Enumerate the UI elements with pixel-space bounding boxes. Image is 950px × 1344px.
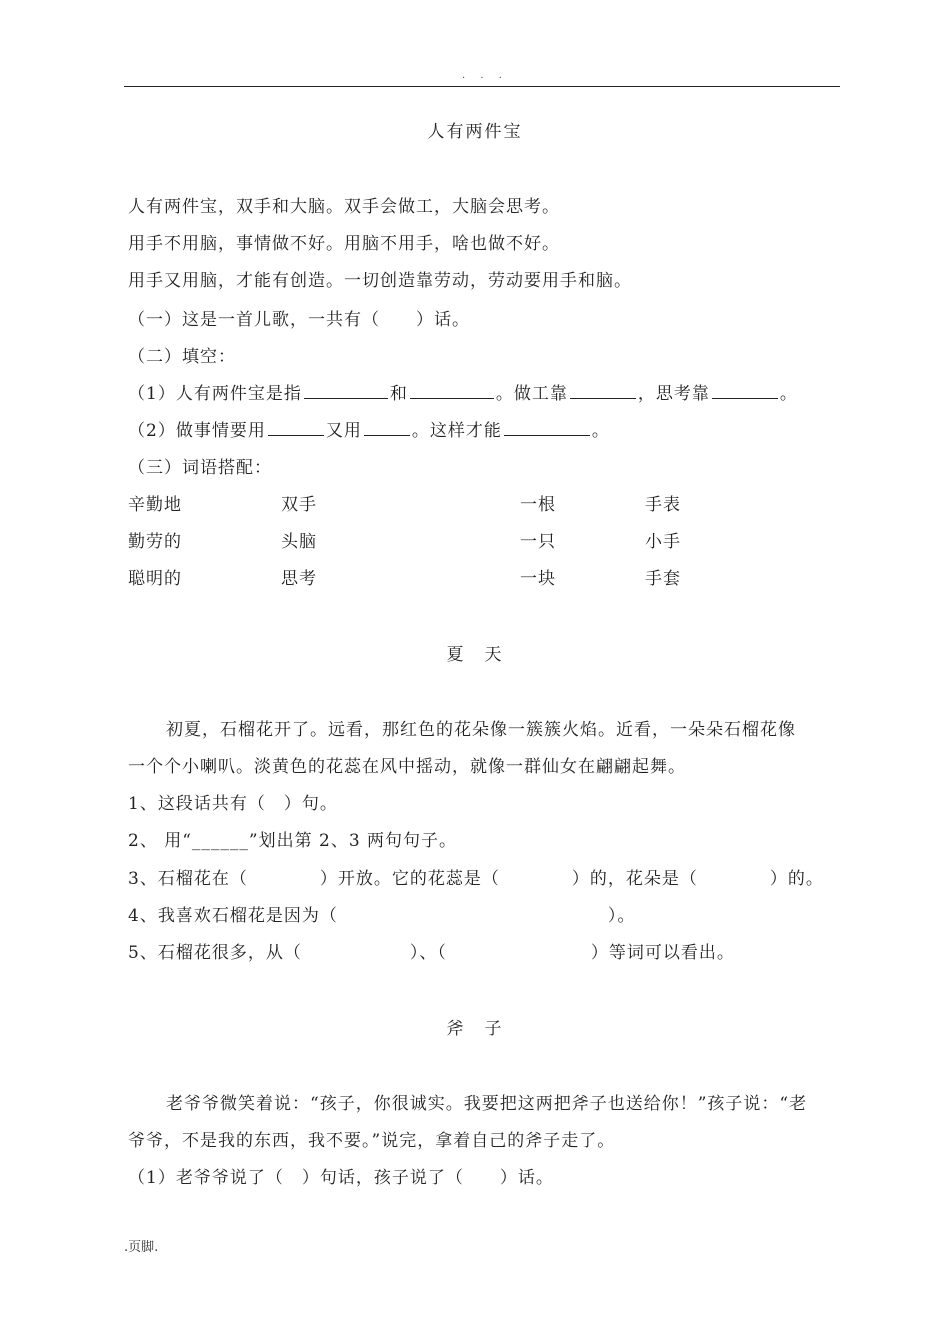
answer-blank[interactable]	[712, 382, 778, 399]
question-3-heading: （三）词语搭配：	[128, 458, 272, 478]
q2-2-text-b: 又用	[325, 421, 362, 441]
match-col4-item: 手表	[645, 495, 681, 515]
poem-line-1: 人有两件宝，双手和大脑。双手会做工，大脑会思考。	[128, 197, 560, 217]
match-col2-item: 头脑	[281, 532, 317, 552]
paragraph-line-1: 初夏，石榴花开了。远看，那红色的花朵像一簇簇火焰。近看，一朵朵石榴花像	[166, 720, 796, 740]
answer-blank[interactable]	[570, 382, 636, 399]
question-2-heading: （二）填空：	[128, 347, 236, 367]
question-s2-2	[128, 829, 850, 853]
q2-2-text-c: 。这样才能	[411, 421, 502, 441]
answer-blank[interactable]	[504, 419, 590, 436]
poem-line-3: 用手又用脑，才能有创造。一切创造靠劳动，劳动要用手和脑。	[128, 271, 632, 291]
question-s2-5: 5、石榴花很多，从（ ）、（ ）等词可以看出。	[128, 943, 735, 963]
match-col4-item: 手套	[645, 569, 681, 589]
answer-blank[interactable]	[364, 419, 410, 436]
match-col4-item: 小手	[645, 532, 681, 552]
q2-1-text-c: 。做工靠	[495, 384, 568, 404]
header-mark: . . .	[462, 70, 508, 81]
question-2-1	[128, 382, 850, 406]
paragraph-line-2: 爷爷，不是我的东西，我不要。”说完，拿着自己的斧子走了。	[128, 1131, 616, 1151]
q2-1-text-b: 和	[389, 384, 408, 404]
answer-blank[interactable]	[268, 419, 324, 436]
match-col3-item: 一根	[520, 495, 556, 515]
question-s3-1: （1）老爷爷说了（ ）句话，孩子说了（ ）话。	[128, 1168, 554, 1188]
match-col2-item: 双手	[281, 495, 317, 515]
q2-2-text-a: （2）做事情要用	[128, 421, 266, 441]
match-col3-item: 一只	[520, 532, 556, 552]
q-s2-2-text-c: ”划出第 2、3 两句句子。	[248, 831, 458, 851]
page-footer: .页脚.	[124, 1240, 159, 1255]
section2-title: 夏 天	[446, 645, 504, 665]
answer-blank[interactable]	[410, 382, 494, 399]
match-col1-item: 勤劳的	[128, 532, 182, 552]
match-col1-item: 聪明的	[128, 569, 182, 589]
question-s2-4: 4、我喜欢石榴花是因为（ ）。	[128, 906, 636, 926]
question-s2-3: 3、石榴花在（ ）开放。它的花蕊是（ ）的，花朵是（ ）的。	[128, 869, 824, 889]
section1-title: 人有两件宝	[427, 122, 523, 142]
paragraph-line-2: 一个个小喇叭。淡黄色的花蕊在风中摇动，就像一群仙女在翩翩起舞。	[128, 757, 686, 777]
q-s2-2-text-a: 2、 用“	[128, 831, 192, 851]
answer-blank[interactable]	[304, 382, 388, 399]
q2-2-text-d: 。	[591, 421, 610, 441]
question-1: （一）这是一首儿歌，一共有（ ）话。	[128, 310, 470, 330]
header-rule	[124, 86, 840, 87]
paragraph-line-1: 老爷爷微笑着说：“孩子，你很诚实。我要把这两把斧子也送给你！”孩子说：“老	[166, 1094, 808, 1114]
q2-1-text-e: 。	[779, 384, 798, 404]
underline-sample: ______	[191, 831, 249, 851]
section3-title: 斧 子	[446, 1019, 504, 1039]
question-s2-1: 1、这段话共有（ ）句。	[128, 794, 338, 814]
match-col1-item: 辛勤地	[128, 495, 182, 515]
question-2-2	[128, 419, 850, 443]
q2-1-text-d: ，思考靠	[637, 384, 710, 404]
poem-line-2: 用手不用脑，事情做不好。用脑不用手，啥也做不好。	[128, 234, 560, 254]
q2-1-text-a: （1）人有两件宝是指	[128, 384, 302, 404]
match-col3-item: 一块	[520, 569, 556, 589]
match-col2-item: 思考	[281, 569, 317, 589]
